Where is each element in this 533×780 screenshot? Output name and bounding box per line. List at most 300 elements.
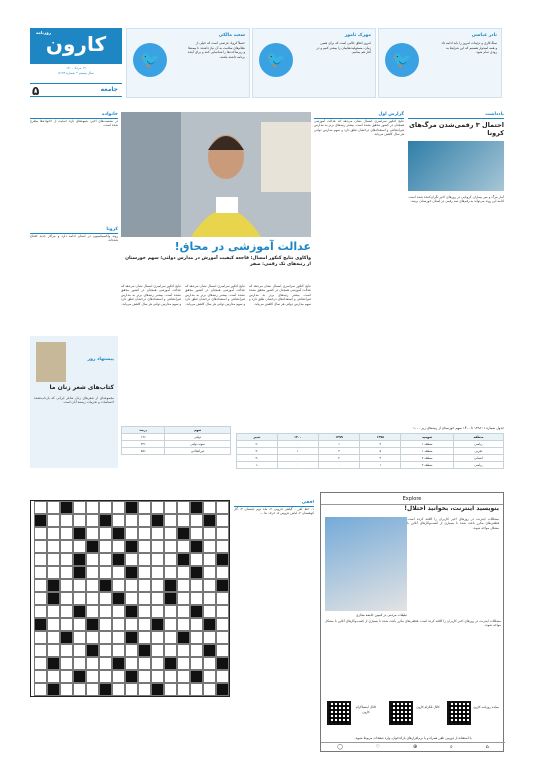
crossword-cell[interactable] [112, 683, 125, 696]
table-cell: -۲ [237, 440, 278, 447]
crossword-cell[interactable] [73, 540, 86, 553]
table-header: سهم [165, 427, 231, 434]
top-story-photo [121, 112, 311, 237]
crossword-cell[interactable] [99, 644, 112, 657]
crossword-cell[interactable] [86, 592, 99, 605]
crossword-block [47, 683, 60, 696]
qr-code[interactable] [327, 701, 351, 725]
crossword-cell[interactable] [190, 592, 203, 605]
crossword-block [73, 605, 86, 618]
table-cell: ۱ [277, 447, 318, 454]
crossword-block [34, 514, 47, 527]
crossword-cell[interactable] [138, 683, 151, 696]
crossword-cell[interactable] [203, 540, 216, 553]
crossword-cell[interactable] [177, 605, 190, 618]
crossword-cell[interactable] [216, 540, 229, 553]
crossword-cell[interactable] [34, 670, 47, 683]
crossword-block [190, 540, 203, 553]
logo[interactable] [30, 28, 122, 64]
crossword-block [216, 657, 229, 670]
note-title: کرونا [30, 227, 118, 234]
crossword-cell[interactable] [190, 657, 203, 670]
table-cell: ۱۹٪ [122, 434, 165, 441]
crossword-cell[interactable] [138, 553, 151, 566]
crossword-cell[interactable] [60, 683, 73, 696]
crossword-cell[interactable] [60, 670, 73, 683]
table-cell: تجربی [453, 447, 503, 454]
table-cell: ۵۸٪ [122, 448, 165, 455]
crossword-cell[interactable] [60, 514, 73, 527]
section-bar [30, 83, 122, 97]
crossword-cell[interactable] [151, 644, 164, 657]
crossword-cell[interactable] [73, 683, 86, 696]
crossword-cell[interactable] [151, 553, 164, 566]
crossword-cell[interactable] [216, 592, 229, 605]
crossword-block [99, 579, 112, 592]
crossword-cell[interactable] [138, 592, 151, 605]
crossword-cell[interactable] [125, 683, 138, 696]
crossword-cell[interactable] [177, 644, 190, 657]
crossword-block [190, 605, 203, 618]
book-kicker: پیشنهاد روز [87, 357, 114, 362]
tweet-box-2 [252, 28, 376, 98]
crossword-cell[interactable] [151, 592, 164, 605]
crossword-cell[interactable] [86, 605, 99, 618]
crossword-cell[interactable] [177, 683, 190, 696]
crossword-block [190, 670, 203, 683]
crossword-cell[interactable] [34, 683, 47, 696]
crossword-cell[interactable] [190, 527, 203, 540]
date: ۱۹ مرداد ۱۴۰۰ [66, 66, 86, 70]
corona-body: آمار مرگ و میر بیماران کرونایی در روزهای اخیر نگران‌کننده شده است. ادامه این روند می‌تواند به رقم‌های سه رقمی در استان خوزستان برسد. [408, 195, 504, 204]
crossword-block [86, 618, 99, 631]
note-title: خانواده [30, 112, 118, 119]
top-story-right [314, 112, 404, 429]
crossword-cell[interactable] [47, 514, 60, 527]
crossword-cell[interactable] [151, 657, 164, 670]
results-table-grid [236, 433, 504, 469]
crossword-cell[interactable] [112, 631, 125, 644]
crossword-cell[interactable] [34, 566, 47, 579]
crossword-block [99, 683, 112, 696]
crossword-cell[interactable] [177, 670, 190, 683]
crossword-cell[interactable] [177, 618, 190, 631]
table-cell: دولتی [165, 434, 231, 441]
table-cell: ۰ [277, 440, 318, 447]
crossword-cell[interactable] [60, 553, 73, 566]
crossword-cell[interactable] [34, 631, 47, 644]
crossword-cell[interactable] [151, 605, 164, 618]
table-cell: منطقه ۱ [401, 440, 453, 447]
crossword-cell[interactable] [177, 514, 190, 527]
crossword-cell[interactable] [47, 540, 60, 553]
crossword-cell[interactable] [190, 579, 203, 592]
crossword-cell[interactable] [177, 566, 190, 579]
top-story-col-2: نتایج کنکور سراسری امسال نشان می‌دهد که عدالت آموزشی همچنان در کشور محقق نشده است. بیشتر رتبه‌های برتر به مدارس غیرانتفاعی و استعدادهای درخشان تعلق دارد و سهم مدارس دولتی هر سال کاهش می‌یابد. [185, 284, 245, 306]
crossword-cell[interactable] [203, 592, 216, 605]
crossword-cell[interactable] [203, 683, 216, 696]
search-icon[interactable]: ⌕ [449, 744, 453, 750]
table-cell: ۳ [360, 454, 401, 461]
crossword-cell[interactable] [60, 644, 73, 657]
section-name: جامعه [100, 86, 118, 93]
crossword-block [164, 657, 177, 670]
crossword-cell[interactable] [86, 657, 99, 670]
crossword-cell[interactable] [151, 670, 164, 683]
crossword-block [151, 618, 164, 631]
story-body: نتایج کنکور سراسری امسال نشان می‌دهد که عدالت آموزشی همچنان در کشور محقق نشده است. بیشتر رتبه‌های برتر به مدارس غیرانتفاعی و استعدادهای درخشان تعلق دارد و سهم مدارس دولتی هر سال کاهش می‌یابد. [314, 119, 404, 137]
crossword-cell[interactable] [138, 670, 151, 683]
crossword-cell[interactable] [190, 644, 203, 657]
student-photo-illustration [121, 112, 311, 237]
tweet-box-1 [126, 28, 250, 98]
crossword-cell[interactable] [73, 501, 86, 514]
crossword-cell[interactable] [216, 566, 229, 579]
crossword-cell[interactable] [216, 605, 229, 618]
results-table [236, 426, 504, 469]
crossword-cell[interactable] [112, 566, 125, 579]
masthead-meta [30, 66, 122, 76]
insta-footer: با استفاده از دوربین تلفن همراه و یا نرم‌افزارهای بارکدخوان، وارد صفحات مربوط شوید. [354, 736, 472, 741]
table-title: جدول شماره ۱: ۱۳۹۸ تا ۱۴۰۰ سهم خوزستان از رتبه‌های زیر ۱۰۰۰ [413, 426, 504, 430]
table-cell: نمونه دولتی [165, 441, 231, 448]
crossword-cell[interactable] [125, 592, 138, 605]
table-cell: ۱ [318, 440, 359, 447]
crossword-cell[interactable] [112, 579, 125, 592]
crossword-cell[interactable] [99, 657, 112, 670]
insta-photo [325, 517, 407, 611]
crossword-cell[interactable] [125, 579, 138, 592]
crossword-cell[interactable] [138, 527, 151, 540]
crossword-cell[interactable] [164, 514, 177, 527]
crossword-cell[interactable] [151, 501, 164, 514]
crossword-block [112, 592, 125, 605]
issue: سال بیستم • شماره ۵۱۹۳ [58, 71, 94, 75]
crossword-cell[interactable] [190, 514, 203, 527]
crossword-cell[interactable] [99, 605, 112, 618]
crossword-cell[interactable] [164, 501, 177, 514]
crossword-cell[interactable] [86, 631, 99, 644]
note-body: در نشست‌های اخیر، شیوه‌های تازه حمایت از خانواده‌ها مطرح شده است. [30, 119, 118, 128]
table-cell: ۰ [277, 454, 318, 461]
crossword-cell[interactable] [203, 631, 216, 644]
crossword-cell[interactable] [151, 579, 164, 592]
twitter-bird-icon: 🐦 [133, 43, 167, 77]
share-table-grid [121, 426, 231, 455]
table-header: ۱۳۹۸ [360, 433, 401, 440]
crossword-cell[interactable] [99, 527, 112, 540]
crossword-cell[interactable] [125, 644, 138, 657]
crossword-cell[interactable] [151, 566, 164, 579]
crossword-cell[interactable] [138, 514, 151, 527]
insta-caption: تبلیغات مردمی در کمپین جامعه مجازی [355, 613, 407, 617]
crossword-cell[interactable] [138, 657, 151, 670]
table-cell: منطقه ۲ [401, 454, 453, 461]
crossword-cell[interactable] [99, 670, 112, 683]
crossword-cell[interactable] [60, 579, 73, 592]
crossword-cell[interactable] [164, 618, 177, 631]
crossword-cell[interactable] [60, 566, 73, 579]
crossword-block [177, 553, 190, 566]
table-header: تغییر [237, 433, 278, 440]
crossword-block [177, 631, 190, 644]
crossword-cell[interactable] [190, 618, 203, 631]
crossword-cell[interactable] [99, 566, 112, 579]
crossword-cell[interactable] [203, 605, 216, 618]
crossword-cell[interactable] [151, 540, 164, 553]
crossword-cell[interactable] [151, 527, 164, 540]
crossword-cell[interactable] [47, 605, 60, 618]
table-cell: غیرانتفاعی [165, 448, 231, 455]
crossword-cell[interactable] [112, 514, 125, 527]
crossword-cell[interactable] [125, 553, 138, 566]
profile-icon[interactable]: ◯ [337, 744, 344, 750]
qr-label: سایت روزنامه کارون [473, 705, 499, 709]
crossword-cell[interactable] [203, 670, 216, 683]
crossword-cell[interactable] [151, 631, 164, 644]
crossword-cell[interactable] [164, 527, 177, 540]
crossword-cell[interactable] [216, 618, 229, 631]
crossword-cell[interactable] [164, 683, 177, 696]
qr-code[interactable] [447, 701, 471, 725]
table-cell: ۳ [318, 447, 359, 454]
crossword-cell[interactable] [60, 618, 73, 631]
crossword-cell[interactable] [112, 501, 125, 514]
crossword-cell[interactable] [164, 566, 177, 579]
crossword-cell[interactable] [47, 644, 60, 657]
crossword-block [216, 553, 229, 566]
tweet-text: سنگ‌کاری و تزئینات امروز را باید ادامه داد و همه امیدوار هستیم که این شرایط به زودی تمام شود. [441, 41, 497, 54]
crossword-cell[interactable] [73, 657, 86, 670]
crossword-cell[interactable] [86, 501, 99, 514]
crossword-cell[interactable] [164, 605, 177, 618]
add-icon[interactable]: ⊕ [412, 744, 418, 750]
table-cell: ریاضی [453, 461, 503, 468]
crossword-cell[interactable] [138, 501, 151, 514]
qr-label: کانال اینستاگرام کارون [355, 705, 377, 714]
crossword-cell[interactable] [203, 501, 216, 514]
table-header: سهمیه [401, 433, 453, 440]
crossword-cell[interactable] [216, 501, 229, 514]
corona-photo [408, 141, 504, 191]
crossword-cell[interactable] [47, 566, 60, 579]
crossword-cell[interactable] [216, 514, 229, 527]
crossword-block [125, 670, 138, 683]
crossword-cell[interactable] [86, 566, 99, 579]
crossword-cell[interactable] [177, 592, 190, 605]
crossword-cell[interactable] [34, 527, 47, 540]
crossword-cell[interactable] [73, 644, 86, 657]
insta-title: Explore [321, 493, 503, 505]
table-cell: منطقه ۱ [401, 447, 453, 454]
crossword-cell[interactable] [177, 579, 190, 592]
crossword-cell[interactable] [60, 527, 73, 540]
table-cell: ۲۳٪ [122, 441, 165, 448]
crossword-block [138, 644, 151, 657]
crossword-cell[interactable] [138, 566, 151, 579]
crossword-block [73, 670, 86, 683]
table-cell: ۰ [277, 461, 318, 468]
crossword-cell[interactable] [164, 670, 177, 683]
clues-text: ۱- خط آهن - گیاهی دارویی ۲- ماه دوم تابستان ۳- گل کوهستان ۴- لباس عروس ۵- حرف ندا ... [234, 507, 314, 516]
crossword-cell[interactable] [60, 605, 73, 618]
crossword-cell[interactable] [34, 657, 47, 670]
crossword-cell[interactable] [112, 670, 125, 683]
crossword-block [73, 566, 86, 579]
corona-headline: احتمال ۳ رقمی‌شدن مرگ‌های کرونا [408, 121, 504, 137]
table-cell: ۲ [360, 440, 401, 447]
crossword-cell[interactable] [138, 579, 151, 592]
crossword-block [203, 618, 216, 631]
twitter-bird-icon: 🐦 [385, 43, 419, 77]
clues-title: افقی [234, 500, 314, 507]
table-cell: منطقه ۲ [401, 461, 453, 468]
crossword-cell[interactable] [73, 592, 86, 605]
crossword-cell[interactable] [203, 579, 216, 592]
crossword-block [112, 657, 125, 670]
crossword-cell[interactable] [47, 670, 60, 683]
crossword-cell[interactable] [86, 553, 99, 566]
crossword-block [73, 527, 86, 540]
insta-body-more: مشکلات اینترنت در روزهای اخیر کاربران را کلافه کرده است. قطعی‌های مکرر باعث شده تا بسیاری از کسب‌وکارهای آنلاین با مشکل مواجه شوند. [325, 619, 501, 628]
crossword-block [99, 514, 112, 527]
crossword-block [190, 501, 203, 514]
crossword-cell[interactable] [203, 527, 216, 540]
top-story-col-3: نتایج کنکور سراسری امسال نشان می‌دهد که عدالت آموزشی همچنان در کشور محقق نشده است. بیشتر رتبه‌های برتر به مدارس غیرانتفاعی و استعدادهای درخشان تعلق دارد و سهم مدارس دولتی هر سال کاهش می‌یابد. [249, 284, 311, 306]
qr-code[interactable] [389, 701, 413, 725]
crossword-block [125, 540, 138, 553]
crossword-block [164, 592, 177, 605]
crossword-block [216, 579, 229, 592]
crossword-cell[interactable] [216, 644, 229, 657]
crossword-cell[interactable] [112, 644, 125, 657]
crossword-cell[interactable] [125, 514, 138, 527]
insta-nav [321, 742, 505, 751]
crossword-block [125, 501, 138, 514]
note-body: روند واکسیناسیون در استان ادامه دارد و مراکز جدید افتتاح شده‌اند. [30, 234, 118, 243]
crossword-cell[interactable] [203, 657, 216, 670]
crossword-block [112, 527, 125, 540]
heart-icon[interactable]: ♡ [375, 744, 381, 750]
crossword-cell[interactable] [112, 540, 125, 553]
crossword-cell[interactable] [164, 631, 177, 644]
crossword-cell[interactable] [99, 501, 112, 514]
crossword-cell[interactable] [86, 670, 99, 683]
crossword-block [216, 683, 229, 696]
crossword-cell[interactable] [86, 527, 99, 540]
crossword-cell[interactable] [99, 618, 112, 631]
book-title: کتاب‌های شعر زنان ما [49, 384, 114, 391]
crossword-cell[interactable] [164, 540, 177, 553]
crossword-cell[interactable] [99, 553, 112, 566]
crossword-cell[interactable] [125, 618, 138, 631]
crossword-cell[interactable] [60, 592, 73, 605]
table-cell: انسانی [453, 454, 503, 461]
crossword-cell[interactable] [34, 501, 47, 514]
crossword-cell[interactable] [34, 644, 47, 657]
table-header: درصد [122, 427, 165, 434]
crossword-cell[interactable] [216, 527, 229, 540]
crossword-block [47, 579, 60, 592]
crossword-cell[interactable] [138, 631, 151, 644]
crossword-cell[interactable] [164, 644, 177, 657]
crossword-block [125, 631, 138, 644]
twitter-bird-icon: 🐦 [259, 43, 293, 77]
crossword-cell[interactable] [47, 527, 60, 540]
crossword-cell[interactable] [138, 618, 151, 631]
crossword-block [203, 514, 216, 527]
crossword-cell[interactable] [73, 514, 86, 527]
crossword-cell[interactable] [73, 631, 86, 644]
crossword-cell[interactable] [47, 631, 60, 644]
crossword-cell[interactable] [86, 514, 99, 527]
home-icon[interactable]: ⌂ [485, 744, 489, 750]
crossword-cell[interactable] [216, 631, 229, 644]
table-cell: ۰ [318, 461, 359, 468]
crossword-block [60, 631, 73, 644]
crossword-cell[interactable] [99, 540, 112, 553]
crossword-cell[interactable] [34, 592, 47, 605]
crossword-cell[interactable] [125, 527, 138, 540]
crossword-cell[interactable] [203, 566, 216, 579]
crossword-cell[interactable] [164, 553, 177, 566]
crossword-cell[interactable] [99, 631, 112, 644]
crossword-block [164, 579, 177, 592]
table-header: ۱۳۹۹ [318, 433, 359, 440]
left-notes [30, 112, 118, 324]
crossword-cell[interactable] [190, 553, 203, 566]
crossword-cell[interactable] [112, 605, 125, 618]
crossword-cell[interactable] [47, 501, 60, 514]
crossword-cell[interactable] [177, 501, 190, 514]
crossword-cell[interactable] [86, 683, 99, 696]
crossword-cell[interactable] [34, 579, 47, 592]
crossword-cell[interactable] [34, 540, 47, 553]
crossword-cell[interactable] [138, 605, 151, 618]
crossword-block [47, 592, 60, 605]
top-story-col-1: نتایج کنکور سراسری امسال نشان می‌دهد که عدالت آموزشی همچنان در کشور محقق نشده است. بیشتر رتبه‌های برتر به مدارس غیرانتفاعی و استعدادهای درخشان تعلق دارد و سهم مدارس دولتی هر سال کاهش می‌یابد. [121, 284, 181, 306]
crossword-cell[interactable] [60, 657, 73, 670]
crossword-cell[interactable] [190, 683, 203, 696]
crossword-cell[interactable] [216, 670, 229, 683]
crossword-cell[interactable] [203, 553, 216, 566]
crossword-cell[interactable] [47, 618, 60, 631]
crossword-cell[interactable] [60, 540, 73, 553]
crossword-block [47, 657, 60, 670]
crossword-cell[interactable] [190, 631, 203, 644]
table-cell: -۳ [237, 454, 278, 461]
crossword-cell[interactable] [34, 605, 47, 618]
crossword-cell[interactable] [86, 579, 99, 592]
crossword-cell[interactable] [34, 553, 47, 566]
crossword-block [125, 566, 138, 579]
tweet-author: سعید مالکی [218, 33, 245, 38]
crossword-block [86, 644, 99, 657]
crossword-cell[interactable] [125, 657, 138, 670]
crossword-cell[interactable] [177, 657, 190, 670]
crossword-cell[interactable] [99, 592, 112, 605]
crossword-cell[interactable] [47, 553, 60, 566]
crossword-cell[interactable] [73, 618, 86, 631]
crossword-cell[interactable] [112, 618, 125, 631]
crossword-block [86, 540, 99, 553]
crossword-cell[interactable] [138, 540, 151, 553]
crossword-grid[interactable] [30, 500, 230, 697]
crossword-cell[interactable] [73, 579, 86, 592]
crossword-area [30, 500, 230, 730]
crossword-cell[interactable] [177, 540, 190, 553]
top-story-headline: عدالت آموزشی در محاق! [174, 240, 311, 253]
